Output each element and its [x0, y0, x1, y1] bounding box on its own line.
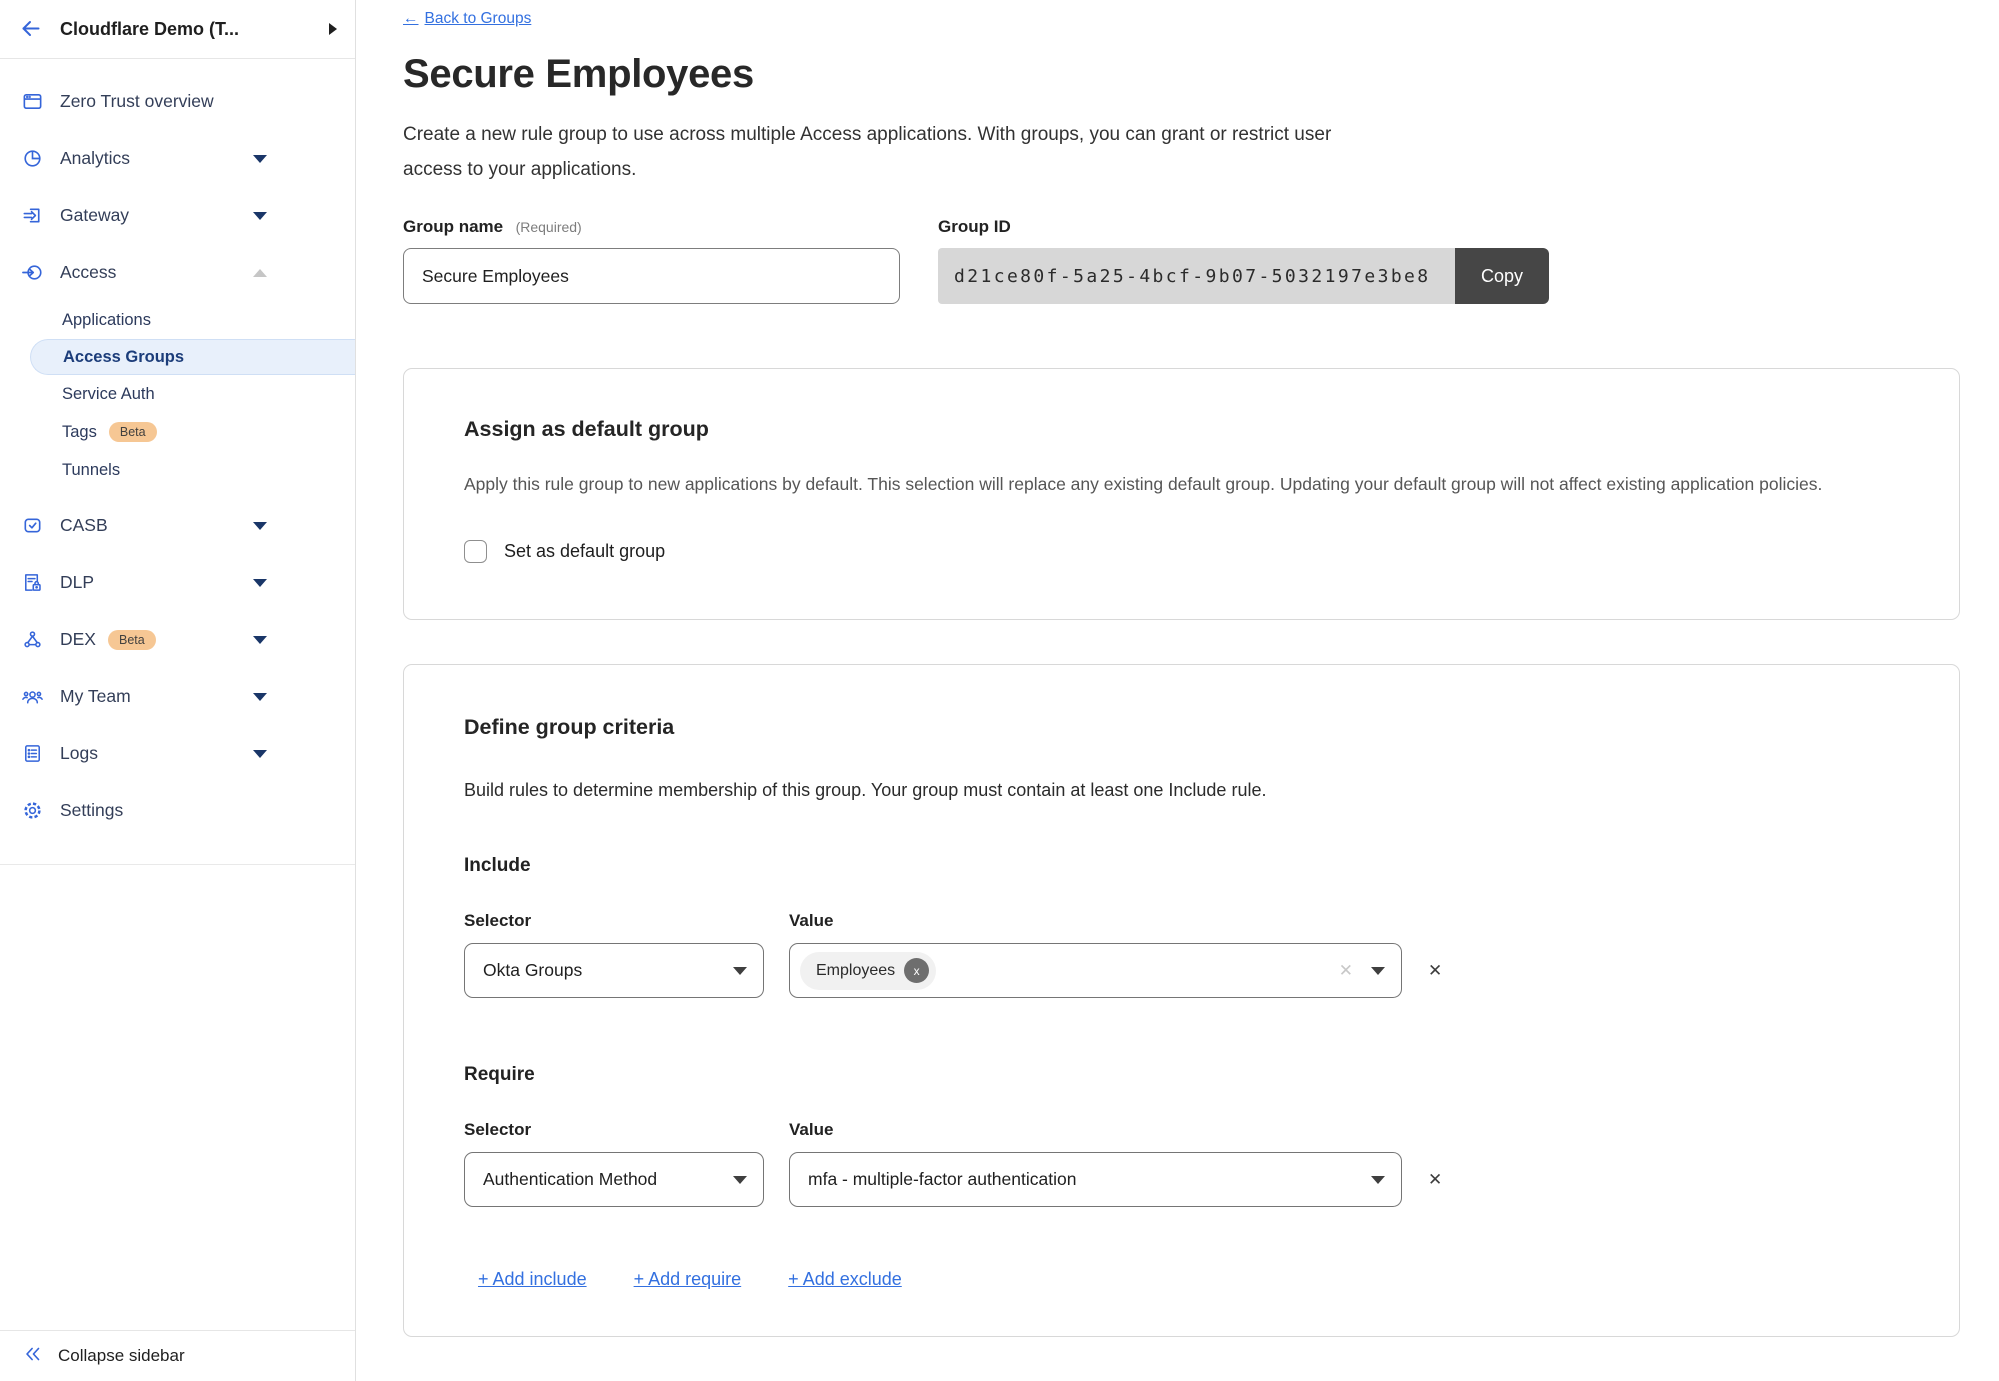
include-section-title: Include — [464, 855, 531, 876]
back-to-groups-link[interactable] — [403, 10, 531, 28]
back-arrow-glyph: ← — [403, 10, 419, 27]
sidebar-item-applications[interactable] — [0, 301, 355, 339]
sidebar-item-label: Settings — [60, 800, 124, 820]
set-default-group-label: Set as default group — [504, 541, 666, 561]
value-chip-label: Employees — [816, 961, 896, 979]
sidebar-item-gateway[interactable] — [0, 187, 355, 244]
sidebar-subitem-label: Tunnels — [62, 460, 121, 479]
include-rule-row — [464, 943, 1899, 998]
criteria-card-description: Build rules to determine membership of this group. Your group must contain at least one Include rule. — [464, 780, 1267, 800]
chevron-down-icon — [253, 212, 267, 220]
sidebar-item-label: Zero Trust overview — [60, 91, 214, 111]
clear-values-icon[interactable]: ✕ — [1338, 960, 1353, 980]
require-value-text: mfa - multiple-factor authentication — [808, 1169, 1077, 1189]
group-id-field-group — [938, 217, 1549, 304]
require-selector-label: Selector — [464, 1120, 532, 1139]
sidebar-item-my-team[interactable] — [0, 668, 355, 725]
dropdown-caret-icon — [1371, 967, 1385, 975]
group-name-input[interactable] — [403, 248, 900, 304]
require-selector-dropdown[interactable] — [464, 1152, 764, 1207]
sidebar-item-label: DLP — [60, 572, 95, 592]
remove-require-rule-icon[interactable]: ✕ — [1428, 1169, 1443, 1189]
require-value-label: Value — [789, 1120, 834, 1139]
gateway-icon — [20, 204, 44, 228]
default-group-card — [403, 368, 1960, 620]
chevron-down-icon — [253, 750, 267, 758]
dropdown-caret-icon — [1371, 1176, 1385, 1184]
group-name-id-row — [403, 217, 1960, 304]
chevron-down-icon — [253, 636, 267, 644]
include-selector-label: Selector — [464, 911, 532, 930]
remove-include-rule-icon[interactable]: ✕ — [1428, 960, 1443, 980]
page-title: Secure Employees — [403, 52, 754, 96]
sidebar-item-label: Access — [60, 262, 117, 282]
set-default-group-checkbox[interactable] — [464, 540, 487, 563]
account-title[interactable]: Cloudflare Demo (T... — [60, 18, 240, 39]
require-rule-row — [464, 1152, 1899, 1207]
sidebar-item-access[interactable] — [0, 244, 355, 301]
chevron-down-icon — [253, 579, 267, 587]
group-id-value: d21ce80f-5a25-4bcf-9b07-5032197e3be8 — [938, 248, 1455, 304]
default-group-checkbox-row — [464, 540, 1899, 563]
page-description: Create a new rule group to use across multiple Access applications. With groups, you can grant or restrict user access to your applications. — [403, 124, 1332, 180]
sidebar-item-logs[interactable] — [0, 725, 355, 782]
back-arrow-icon[interactable] — [16, 14, 46, 44]
sidebar-item-dlp[interactable] — [0, 554, 355, 611]
require-selector-value: Authentication Method — [483, 1169, 658, 1189]
settings-icon — [20, 799, 44, 823]
require-value-dropdown[interactable] — [789, 1152, 1402, 1207]
group-name-label: Group name — [403, 217, 504, 236]
default-group-card-title: Assign as default group — [464, 417, 709, 441]
add-include-link[interactable]: + Add include — [478, 1269, 587, 1289]
sidebar-item-dex[interactable] — [0, 611, 355, 668]
include-selector-value: Okta Groups — [483, 960, 583, 980]
back-link-label: Back to Groups — [424, 10, 532, 27]
chip-remove-icon[interactable]: x — [904, 958, 929, 983]
sidebar-subitem-label: Access Groups — [63, 347, 185, 366]
sidebar-subitem-label: Service Auth — [62, 384, 155, 403]
team-icon — [20, 685, 44, 709]
beta-badge: Beta — [109, 422, 157, 442]
dropdown-caret-icon — [733, 967, 747, 975]
include-value-label: Value — [789, 911, 834, 930]
sidebar-subitem-label: Applications — [62, 310, 151, 329]
sidebar-item-zero-trust-overview[interactable] — [0, 73, 355, 130]
chevron-down-icon — [253, 522, 267, 530]
include-value-multiselect[interactable] — [789, 943, 1402, 998]
sidebar-item-label: Logs — [60, 743, 98, 763]
casb-icon — [20, 514, 44, 538]
chevron-down-icon — [253, 155, 267, 163]
sidebar-item-access-groups[interactable] — [30, 339, 355, 375]
sidebar-item-label: My Team — [60, 686, 131, 706]
sidebar-item-settings[interactable] — [0, 782, 355, 839]
include-labels-row — [464, 911, 1899, 931]
collapse-icon — [22, 1343, 44, 1370]
sidebar-item-label: CASB — [60, 515, 108, 535]
sidebar-item-tags[interactable] — [0, 413, 355, 451]
add-exclude-link[interactable]: + Add exclude — [788, 1269, 902, 1289]
require-labels-row — [464, 1120, 1899, 1140]
sidebar — [0, 0, 356, 1381]
sidebar-header — [0, 0, 355, 58]
overview-icon — [20, 90, 44, 114]
sidebar-item-label: DEX — [60, 629, 96, 649]
sidebar-nav — [0, 59, 355, 865]
dex-icon — [20, 628, 44, 652]
add-require-link[interactable]: + Add require — [633, 1269, 742, 1289]
chevron-up-icon — [253, 269, 267, 277]
sidebar-item-label: Gateway — [60, 205, 130, 225]
sidebar-footer — [0, 1330, 355, 1381]
analytics-icon — [20, 147, 44, 171]
beta-badge: Beta — [108, 630, 156, 650]
chevron-down-icon — [253, 693, 267, 701]
sidebar-item-analytics[interactable] — [0, 130, 355, 187]
value-chip — [800, 952, 936, 990]
sidebar-item-casb[interactable] — [0, 497, 355, 554]
dlp-icon — [20, 571, 44, 595]
criteria-card-title: Define group criteria — [464, 715, 675, 739]
default-group-card-description: Apply this rule group to new applications by default. This selection will replace any existing default group. Updating your default group will not affect existing application policies. — [464, 474, 1823, 494]
require-section-title: Require — [464, 1064, 535, 1085]
include-selector-dropdown[interactable] — [464, 943, 764, 998]
collapse-label: Collapse sidebar — [58, 1346, 185, 1365]
criteria-card — [403, 664, 1960, 1337]
required-hint: (Required) — [515, 219, 582, 235]
dropdown-caret-icon — [733, 1176, 747, 1184]
logs-icon — [20, 742, 44, 766]
group-id-label: Group ID — [938, 217, 1011, 236]
sidebar-section-divider — [0, 864, 355, 865]
sidebar-item-service-auth[interactable] — [0, 375, 355, 413]
account-expand-icon[interactable] — [329, 23, 337, 35]
group-name-field-group — [403, 217, 900, 304]
sidebar-item-label: Analytics — [60, 148, 131, 168]
sidebar-subitem-label: Tags — [62, 422, 97, 441]
main-content — [356, 0, 1999, 1381]
copy-button[interactable]: Copy — [1455, 248, 1549, 304]
sidebar-item-tunnels[interactable] — [0, 451, 355, 489]
collapse-sidebar-button[interactable] — [0, 1331, 355, 1381]
access-icon — [20, 261, 44, 285]
add-rule-links — [478, 1269, 1899, 1290]
